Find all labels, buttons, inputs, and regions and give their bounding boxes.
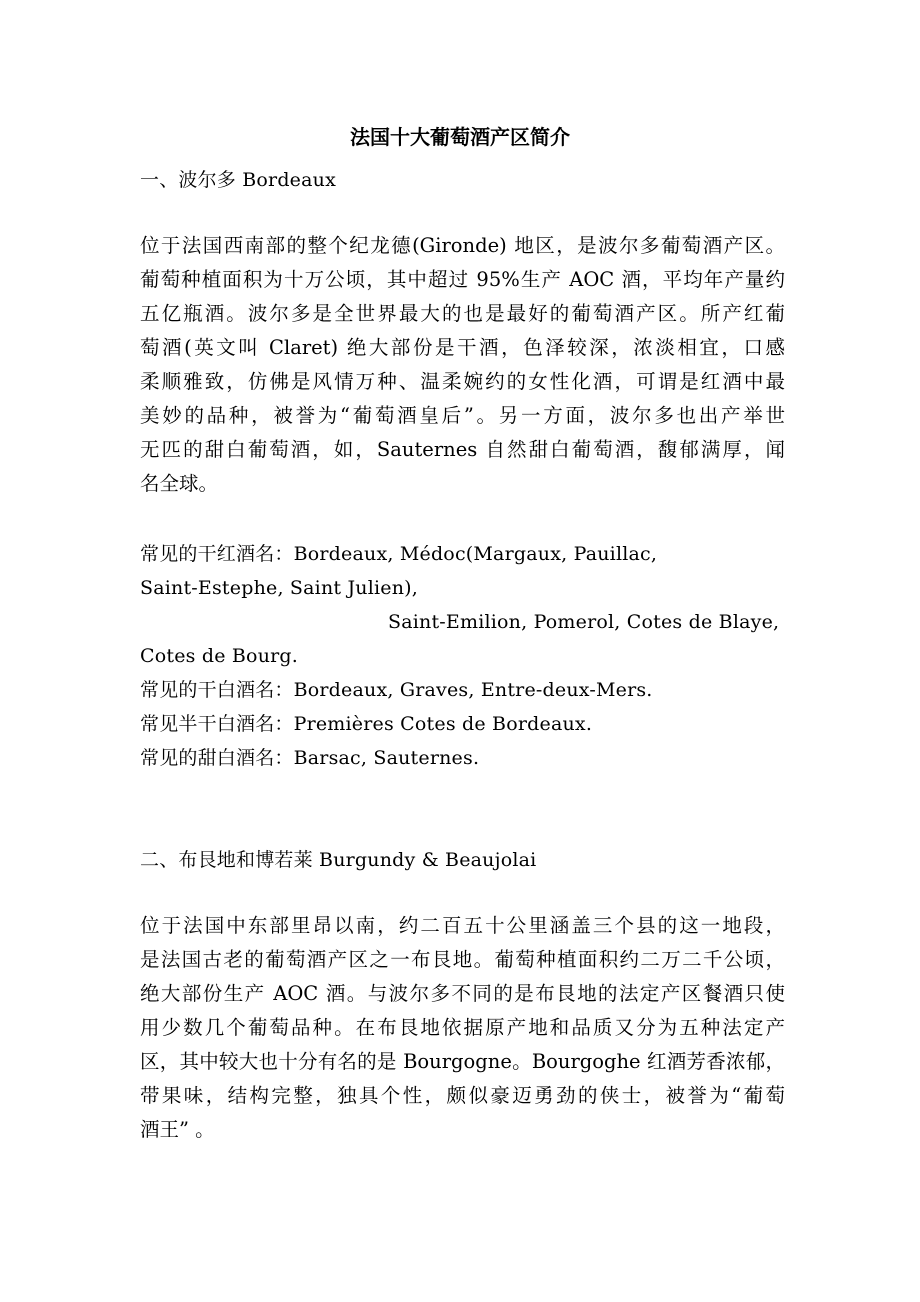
paragraph-line: 萄酒(英文叫 Claret) 绝大部份是干酒，色泽较深，浓淡相宜，口感 xyxy=(140,336,785,359)
paragraph-line: 葡萄种植面积为十万公顷，其中超过 95%生产 AOC 酒，平均年产量约 xyxy=(140,268,785,291)
paragraph-line: 无匹的甜白葡萄酒，如，Sauternes 自然甜白葡萄酒，馥郁满厚，闻 xyxy=(140,438,785,461)
paragraph-line: 用少数几个葡萄品种。在布艮地依据原产地和品质又分为五种法定产 xyxy=(140,1016,785,1039)
wine-list-line: 常见半干白酒名：Premières Cotes de Bordeaux. xyxy=(140,713,593,735)
wine-list-line: Saint-Estephe, Saint Julien), xyxy=(140,577,419,599)
paragraph-line: 位于法国中东部里昂以南，约二百五十公里涵盖三个县的这一地段， xyxy=(140,914,785,937)
wine-list-line: 常见的干红酒名：Bordeaux, Médoc(Margaux, Pauillac, xyxy=(140,543,658,565)
paragraph-line: 带果味，结构完整，独具个性，颇似豪迈勇劲的侠士，被誉为“葡萄 xyxy=(140,1084,785,1107)
document-title: 法国十大葡萄酒产区简介 xyxy=(350,125,570,149)
paragraph-line: 柔顺雅致，仿佛是风情万种、温柔婉约的女性化酒，可谓是红酒中最 xyxy=(140,370,785,393)
paragraph-line: 酒王” 。 xyxy=(140,1118,215,1141)
wine-list-line: Saint-Emilion, Pomerol, Cotes de Blaye, xyxy=(388,611,780,633)
paragraph-line: 是法国古老的葡萄酒产区之一布艮地。葡萄种植面积约二万二千公顷， xyxy=(140,948,785,971)
paragraph-line: 位于法国西南部的整个纪龙德(Gironde) 地区，是波尔多葡萄酒产区。 xyxy=(140,234,785,257)
wine-list-line: Cotes de Bourg. xyxy=(140,645,299,667)
wine-list-line: 常见的甜白酒名：Barsac, Sauternes. xyxy=(140,747,480,769)
section-heading-burgundy: 二、布艮地和博若莱 Burgundy & Beaujolai xyxy=(140,849,537,871)
section-heading-bordeaux: 一、波尔多 Bordeaux xyxy=(140,169,337,191)
paragraph-line: 五亿瓶酒。波尔多是全世界最大的也是最好的葡萄酒产区。所产红葡 xyxy=(140,302,785,325)
paragraph-line: 区，其中较大也十分有名的是 Bourgogne。Bourgoghe 红酒芳香浓郁， xyxy=(140,1050,785,1073)
paragraph-line: 名全球。 xyxy=(140,472,219,495)
paragraph-line: 美妙的品种，被誉为“葡萄酒皇后”。另一方面，波尔多也出产举世 xyxy=(140,404,785,427)
paragraph-line: 绝大部份生产 AOC 酒。与波尔多不同的是布艮地的法定产区餐酒只使 xyxy=(140,982,785,1005)
wine-list-line: 常见的干白酒名：Bordeaux, Graves, Entre-deux-Mers. xyxy=(140,679,653,701)
